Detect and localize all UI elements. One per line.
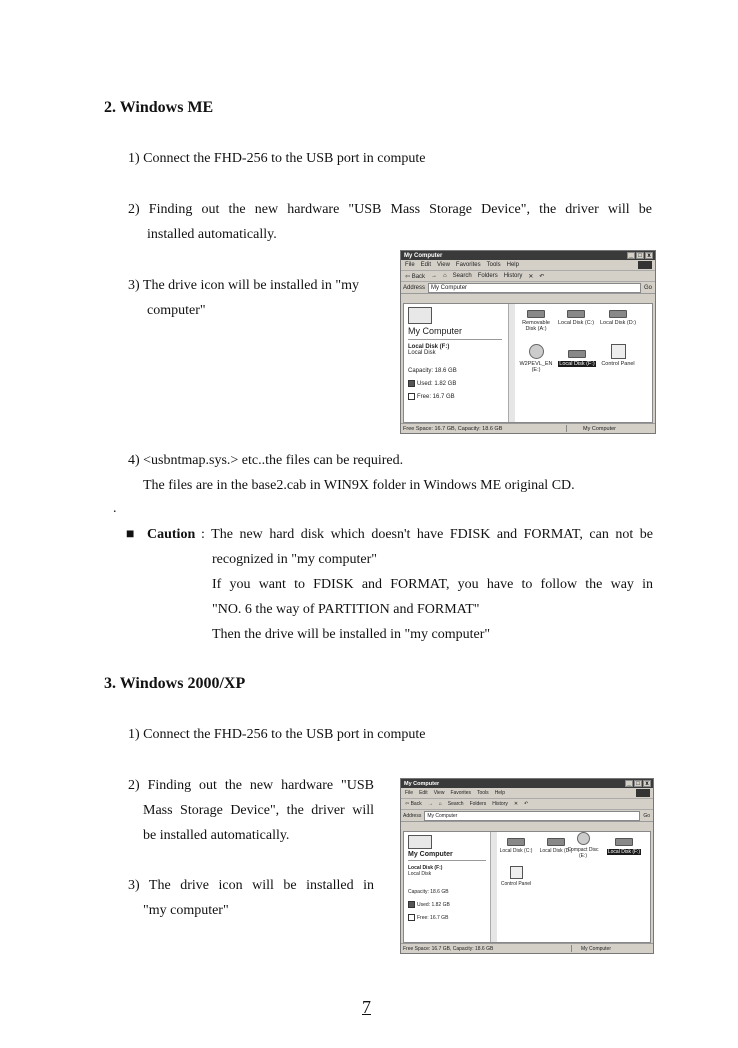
close-button[interactable]: x bbox=[643, 780, 651, 787]
used-legend-icon bbox=[408, 380, 415, 387]
menu-favorites[interactable]: Favorites bbox=[455, 262, 481, 268]
address-input[interactable] bbox=[428, 283, 641, 293]
xp-step-2-line-2: Mass Storage Device", the driver will bbox=[143, 803, 374, 818]
drive-f[interactable] bbox=[556, 350, 598, 367]
status-location: My Computer bbox=[581, 945, 612, 952]
free: Free: 16.7 GB bbox=[417, 394, 455, 401]
floppy-drive-icon bbox=[527, 310, 545, 318]
drive-e[interactable] bbox=[564, 832, 602, 859]
title-bar bbox=[401, 779, 653, 788]
drive-label: Control Panel bbox=[500, 881, 532, 887]
status-text: Free Space: 16.7 GB, Capacity: 18.6 GB bbox=[403, 425, 503, 432]
me-step-2-line-1: 2) Finding out the new hardware "USB Mass Storage Device", the driver will be bbox=[128, 202, 652, 217]
menu-edit[interactable]: Edit bbox=[420, 262, 432, 268]
menu-help[interactable]: Help bbox=[506, 262, 519, 268]
menu-file[interactable]: File bbox=[405, 790, 414, 796]
delete-button[interactable]: ✕ bbox=[528, 273, 534, 280]
window-title: My Computer bbox=[404, 780, 440, 787]
folders-button[interactable]: Folders bbox=[477, 273, 498, 279]
drive-label: Local Disk (D:) bbox=[599, 320, 637, 326]
minimize-button[interactable]: _ bbox=[625, 780, 633, 787]
menu-file[interactable]: File bbox=[405, 262, 415, 268]
xp-step-1: 1) Connect the FHD-256 to the USB port in compute bbox=[128, 727, 426, 742]
left-scrollbar[interactable] bbox=[508, 304, 515, 422]
me-step-4-line-1: 4) <usbntmap.sys.> etc..the files can be required. bbox=[128, 453, 404, 468]
caution-bullet: ■ bbox=[126, 527, 135, 542]
computer-icon bbox=[408, 835, 432, 849]
panel-title: My Computer bbox=[408, 326, 463, 336]
menu-tools[interactable]: Tools bbox=[486, 262, 501, 268]
section-heading-windows-me: 2. Windows ME bbox=[104, 99, 214, 116]
capacity: Capacity: 18.6 GB bbox=[408, 368, 457, 374]
caution-label: Caution bbox=[147, 527, 196, 542]
panel-title: My Computer bbox=[408, 851, 453, 858]
free-legend-icon bbox=[408, 393, 415, 400]
drive-f[interactable] bbox=[602, 838, 646, 855]
menu-view[interactable]: View bbox=[437, 262, 450, 268]
go-button[interactable]: Go bbox=[643, 812, 650, 819]
divider bbox=[408, 339, 502, 340]
section-heading-windows-2000-xp: 3. Windows 2000/XP bbox=[104, 675, 246, 692]
caution-line-1: : The new hard disk which doesn't have FDISK and FORMAT, can not be bbox=[201, 527, 653, 542]
search-button[interactable]: Search bbox=[452, 273, 472, 279]
page-number: 7 bbox=[362, 997, 371, 1017]
menu-view[interactable]: View bbox=[433, 790, 445, 796]
drive-type: Local Disk bbox=[408, 871, 432, 877]
info-panel bbox=[404, 832, 490, 942]
undo-button[interactable]: ↶ bbox=[539, 273, 545, 280]
caution-line-3: If you want to FDISK and FORMAT, you have to follow the way in bbox=[212, 577, 653, 592]
menu-help[interactable]: Help bbox=[494, 790, 505, 796]
address-value: My Computer bbox=[427, 812, 458, 819]
drive-label: Compact Disc (E:) bbox=[567, 847, 599, 859]
drive-type: Local Disk bbox=[408, 350, 436, 356]
cd-drive-icon bbox=[577, 832, 590, 845]
address-label: Address bbox=[403, 812, 422, 819]
menu-edit[interactable]: Edit bbox=[419, 790, 428, 796]
screenshot-my-computer-me bbox=[400, 250, 656, 434]
drive-c[interactable] bbox=[496, 838, 536, 854]
drive-label: Local Disk (C:) bbox=[499, 848, 533, 854]
hard-drive-icon bbox=[507, 838, 525, 846]
info-panel bbox=[404, 304, 508, 422]
drive-name: Local Disk (F:) bbox=[408, 865, 443, 871]
status-bar bbox=[401, 943, 653, 953]
drive-label: W2PEVL_EN (E:) bbox=[519, 361, 553, 373]
hard-drive-icon bbox=[615, 838, 633, 846]
maximize-button[interactable]: □ bbox=[636, 252, 644, 259]
history-button[interactable]: History bbox=[492, 801, 508, 807]
drive-label-selected: Local Disk (F:) bbox=[559, 361, 595, 367]
xp-step-2-line-1: 2) Finding out the new hardware "USB bbox=[128, 778, 374, 793]
used-legend-icon bbox=[408, 901, 415, 908]
up-button[interactable]: ⌂ bbox=[438, 801, 442, 807]
status-bar bbox=[401, 423, 655, 433]
free: Free: 16.7 GB bbox=[417, 914, 449, 921]
free-legend-icon bbox=[408, 914, 415, 921]
control-panel-icon bbox=[611, 344, 626, 359]
drive-d[interactable] bbox=[598, 310, 638, 326]
forward-button[interactable]: → bbox=[431, 273, 438, 279]
windows-logo-icon bbox=[636, 789, 650, 797]
drive-label: Local Disk (D:) bbox=[539, 848, 573, 854]
hard-drive-icon bbox=[547, 838, 565, 846]
address-bar bbox=[401, 282, 655, 294]
search-button[interactable]: Search bbox=[447, 801, 464, 807]
control-panel[interactable] bbox=[496, 866, 536, 887]
drive-a[interactable] bbox=[518, 310, 554, 332]
back-button[interactable]: ⇦ Back bbox=[405, 273, 426, 280]
delete-button[interactable]: ✕ bbox=[513, 801, 519, 807]
minimize-button[interactable]: _ bbox=[627, 252, 635, 259]
capacity: Capacity: 18.6 GB bbox=[408, 889, 449, 895]
me-step-1: 1) Connect the FHD-256 to the USB port in compute bbox=[128, 151, 426, 166]
title-bar bbox=[401, 251, 655, 260]
cd-drive-icon bbox=[529, 344, 544, 359]
drive-e[interactable] bbox=[516, 344, 556, 373]
me-step-2-line-2: installed automatically. bbox=[147, 227, 277, 242]
drive-label-selected: Local Disk (F:) bbox=[607, 849, 641, 855]
xp-step-2-line-3: be installed automatically. bbox=[143, 828, 290, 843]
menu-bar bbox=[401, 788, 653, 799]
status-location: My Computer bbox=[583, 425, 617, 432]
address-value: My Computer bbox=[431, 284, 468, 291]
address-bar bbox=[401, 810, 653, 822]
content-area bbox=[403, 303, 653, 423]
undo-button[interactable]: ↶ bbox=[524, 801, 529, 807]
toolbar bbox=[401, 271, 655, 282]
hard-drive-icon bbox=[567, 310, 585, 318]
control-panel-icon bbox=[510, 866, 523, 879]
menu-tools[interactable]: Tools bbox=[477, 790, 489, 796]
me-step-3-line-1: 3) The drive icon will be installed in "my bbox=[128, 278, 359, 293]
windows-logo-icon bbox=[638, 261, 652, 269]
status-separator bbox=[566, 425, 567, 432]
address-label: Address bbox=[403, 284, 426, 291]
caution-line-4: "NO. 6 the way of PARTITION and FORMAT" bbox=[212, 602, 480, 617]
folders-button[interactable]: Folders bbox=[469, 801, 487, 807]
drive-label: Local Disk (C:) bbox=[557, 320, 595, 326]
me-step-3-line-2: computer" bbox=[147, 303, 206, 318]
close-button[interactable]: x bbox=[645, 252, 653, 259]
go-button[interactable]: Go bbox=[643, 284, 652, 291]
xp-step-3-line-2: "my computer" bbox=[143, 903, 229, 918]
me-step-4-line-2: The files are in the base2.cab in WIN9X folder in Windows ME original CD. bbox=[143, 478, 575, 493]
address-input[interactable] bbox=[424, 811, 640, 821]
drive-c[interactable] bbox=[556, 310, 596, 326]
status-separator bbox=[571, 945, 572, 952]
screenshot-my-computer-xp bbox=[400, 778, 654, 954]
status-text: Free Space: 16.7 GB, Capacity: 18.6 GB bbox=[403, 945, 494, 952]
drive-label: Removable Disk (A:) bbox=[522, 320, 550, 332]
content-area bbox=[403, 831, 651, 943]
menu-favorites[interactable]: Favorites bbox=[450, 790, 471, 796]
drive-name: Local Disk (F:) bbox=[408, 344, 450, 350]
toolbar bbox=[401, 799, 653, 810]
stray-dot: . bbox=[113, 501, 117, 516]
caution-line-5: Then the drive will be installed in "my computer" bbox=[212, 627, 491, 642]
used: Used: 1.82 GB bbox=[417, 901, 450, 908]
maximize-button[interactable]: □ bbox=[634, 780, 642, 787]
caution-line-2: recognized in "my computer" bbox=[212, 552, 377, 567]
menu-bar bbox=[401, 260, 655, 271]
back-button[interactable]: ⇦ Back bbox=[405, 801, 422, 807]
up-button[interactable]: ⌂ bbox=[443, 273, 447, 279]
drive-label: Control Panel bbox=[601, 361, 635, 367]
history-button[interactable]: History bbox=[503, 273, 523, 279]
used: Used: 1.82 GB bbox=[417, 381, 457, 388]
control-panel[interactable] bbox=[598, 344, 638, 367]
computer-icon bbox=[408, 307, 432, 324]
hard-drive-icon bbox=[568, 350, 586, 358]
window-title: My Computer bbox=[404, 252, 443, 259]
forward-button[interactable]: → bbox=[427, 801, 433, 807]
divider bbox=[408, 860, 486, 861]
hard-drive-icon bbox=[609, 310, 627, 318]
xp-step-3-line-1: 3) The drive icon will be installed in bbox=[128, 878, 374, 893]
